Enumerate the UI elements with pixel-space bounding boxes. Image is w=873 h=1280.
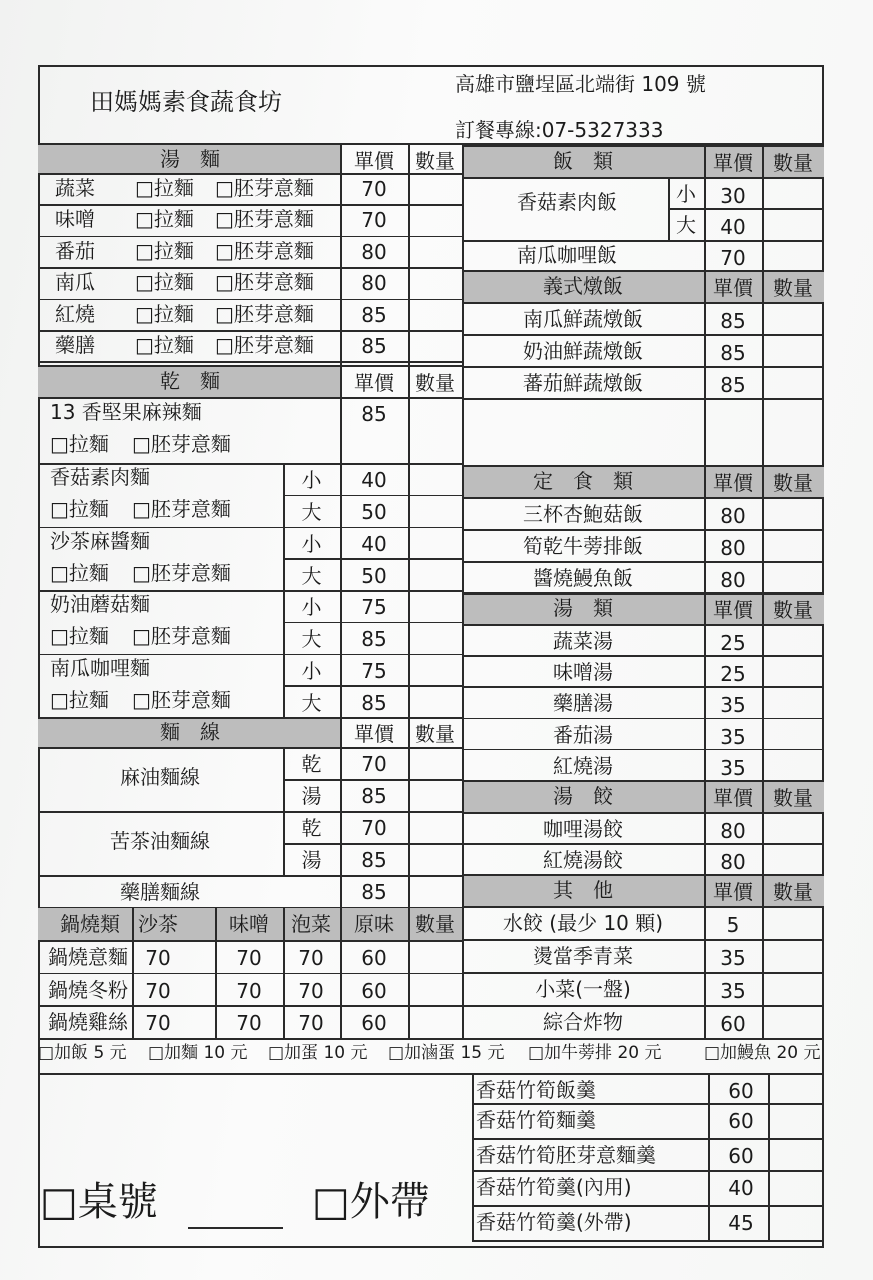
size-small-label: 小	[301, 468, 322, 492]
other-name: 水餃 (最少 10 顆)	[502, 911, 664, 935]
size-small-label: 小	[301, 531, 322, 556]
grid-line	[38, 173, 462, 175]
vermicelli-name: 苦茶油麵線	[110, 829, 210, 853]
grid-line	[768, 1073, 770, 1240]
dry-noodle-name: 南瓜咖哩麵	[50, 655, 150, 680]
hotpot-price: 70	[298, 946, 324, 970]
size-small-label: 小	[301, 658, 322, 683]
grid-line	[668, 208, 824, 210]
price-dry: 70	[361, 816, 387, 840]
size-large-label: 大	[676, 213, 696, 237]
table-number-checkbox: □桌號	[40, 1179, 158, 1225]
addon-checkbox: □加蛋 10 元	[268, 1043, 368, 1063]
set-meal-price: 80	[720, 568, 746, 592]
hotpot-price: 60	[361, 946, 387, 970]
grid-line	[408, 907, 410, 1038]
price-label: 單價	[713, 471, 753, 495]
grid-line	[462, 143, 464, 1038]
soup-label: 湯	[301, 848, 322, 872]
grid-line	[38, 940, 462, 942]
other-price: 60	[720, 1012, 746, 1036]
order-phone: 訂餐專線:07-5327333	[455, 118, 664, 142]
soup-noodle-name: 藥膳	[55, 333, 95, 357]
price-large: 50	[361, 500, 387, 524]
germ-pasta-checkbox: □胚芽意麵	[215, 207, 314, 232]
grid-line	[462, 939, 824, 941]
grid-line	[38, 1073, 824, 1075]
qty-label: 數量	[773, 880, 813, 904]
hotpot-price: 60	[361, 978, 387, 1003]
set-meal-price: 80	[720, 504, 746, 528]
soup-noodle-name: 味噌	[55, 207, 95, 232]
grid-line	[708, 1073, 710, 1240]
germ-pasta-checkbox: □胚芽意麵	[132, 560, 231, 585]
shop-name: 田媽媽素食蔬食坊	[90, 88, 282, 116]
qty-label: 數量	[773, 786, 813, 810]
grid-line	[462, 270, 824, 272]
germ-pasta-checkbox: □胚芽意麵	[132, 432, 231, 456]
thick-soup-price: 60	[728, 1109, 754, 1133]
hotpot-price: 70	[145, 978, 171, 1003]
soup-noodle-price: 85	[361, 302, 387, 327]
soup-noodle-name: 蔬菜	[55, 176, 95, 200]
grid-line	[283, 495, 462, 497]
qty-label: 數量	[773, 276, 813, 300]
grid-line	[462, 302, 824, 304]
price-small: 75	[361, 595, 387, 619]
soup-noodle-price: 80	[361, 239, 387, 264]
soup-price: 35	[720, 755, 746, 780]
soup-noodle-name: 南瓜	[55, 270, 95, 295]
grid-line	[38, 654, 462, 656]
price-large: 50	[361, 563, 387, 588]
grid-line	[462, 1005, 824, 1007]
ramen-checkbox: □拉麵	[135, 207, 194, 232]
price-small: 40	[361, 468, 387, 492]
grid-line	[462, 592, 824, 594]
dry-noodles-title: 乾 麵	[160, 369, 220, 393]
grid-line	[38, 365, 462, 367]
hotpot-price: 70	[298, 978, 324, 1003]
grid-line	[472, 1138, 824, 1140]
qty-label: 數量	[773, 598, 813, 622]
price-dry: 70	[361, 752, 387, 776]
hotpot-flavor-header: 沙茶	[138, 912, 178, 936]
soup-noodle-price: 70	[361, 208, 387, 233]
thick-soup-price: 45	[728, 1211, 754, 1235]
grid-line	[408, 143, 410, 365]
grid-line	[340, 907, 342, 1038]
qty-label: 數量	[415, 722, 455, 746]
soup-name: 蔬菜湯	[553, 629, 613, 653]
hotpot-flavor-header: 泡菜	[291, 912, 331, 936]
grid-line	[462, 497, 824, 499]
grid-line	[462, 812, 824, 814]
rice-title: 飯 類	[553, 149, 613, 173]
soup-price: 25	[720, 631, 746, 655]
size-small-label: 小	[301, 595, 322, 619]
risotto-title: 義式燉飯	[543, 274, 623, 298]
grid-line	[38, 717, 462, 719]
grid-line	[283, 843, 462, 845]
grid-line	[283, 779, 462, 781]
soup-noodle-name: 紅燒	[55, 301, 95, 326]
price-small: 75	[361, 658, 387, 683]
qty-label: 數量	[773, 471, 813, 495]
grid-line	[340, 143, 342, 365]
ramen-checkbox: □拉麵	[135, 333, 194, 357]
germ-pasta-checkbox: □胚芽意麵	[215, 333, 314, 357]
germ-pasta-checkbox: □胚芽意麵	[132, 624, 231, 648]
price-label: 單價	[713, 151, 753, 175]
price-small: 40	[361, 531, 387, 556]
size-large-label: 大	[301, 627, 322, 651]
price-large: 85	[361, 690, 387, 715]
grid-line	[38, 875, 462, 877]
ramen-checkbox: □拉麵	[50, 497, 109, 521]
price-soup: 85	[361, 784, 387, 808]
grid-line	[462, 334, 824, 336]
grid-line	[188, 1227, 283, 1229]
set-meal-name: 醬燒鰻魚飯	[533, 566, 633, 590]
germ-pasta-checkbox: □胚芽意麵	[132, 687, 231, 712]
germ-pasta-checkbox: □胚芽意麵	[215, 270, 314, 295]
ramen-checkbox: □拉麵	[50, 687, 109, 712]
grid-line	[704, 145, 706, 1038]
soups-title: 湯 類	[553, 596, 613, 620]
price-label: 單價	[354, 371, 394, 395]
grid-line	[472, 1103, 824, 1105]
rice-name: 南瓜咖哩飯	[517, 243, 617, 267]
addon-checkbox: □加滷蛋 15 元	[388, 1043, 505, 1063]
thick-soup-name: 香菇竹筍羹(外帶)	[476, 1210, 632, 1234]
other-name: 燙當季青菜	[533, 944, 633, 968]
set-meal-price: 80	[720, 536, 746, 560]
other-price: 5	[726, 913, 740, 937]
grid-line	[38, 747, 462, 749]
thick-soup-price: 40	[728, 1176, 754, 1200]
grid-line	[462, 177, 824, 179]
grid-line	[38, 811, 462, 813]
hotpot-price: 70	[236, 1011, 262, 1036]
soup-price: 35	[720, 693, 746, 718]
grid-line	[462, 906, 824, 908]
germ-pasta-checkbox: □胚芽意麵	[215, 238, 314, 263]
hotpot-flavor-header: 味噌	[229, 912, 269, 936]
dry-label: 乾	[301, 816, 322, 840]
rice-price-small: 30	[720, 184, 746, 208]
soup-noodle-price: 70	[361, 177, 387, 201]
other-name: 綜合炸物	[543, 1010, 623, 1034]
grid-line	[472, 1240, 824, 1242]
ramen-checkbox: □拉麵	[50, 432, 109, 456]
grid-line	[472, 1205, 824, 1207]
dumpling-name: 紅燒湯餃	[543, 848, 623, 872]
grid-line	[283, 747, 285, 875]
others-title: 其 他	[553, 878, 613, 902]
takeout-checkbox: □外帶	[312, 1179, 430, 1225]
ramen-checkbox: □拉麵	[50, 560, 109, 585]
price-large: 85	[361, 627, 387, 651]
soup-noodle-price: 80	[361, 271, 387, 296]
set-meal-name: 三杯杏鮑菇飯	[523, 502, 643, 526]
grid-line	[38, 1005, 462, 1007]
grid-line	[462, 398, 824, 400]
price-label: 單價	[354, 722, 394, 746]
grid-line	[38, 299, 462, 301]
qty-label: 數量	[773, 151, 813, 175]
grid-line	[462, 624, 824, 626]
thick-soup-name: 香菇竹筍胚芽意麵羹	[476, 1143, 656, 1167]
grid-line	[132, 907, 134, 1038]
germ-pasta-checkbox: □胚芽意麵	[215, 176, 314, 200]
price-label: 單價	[713, 786, 753, 810]
dumpling-price: 80	[720, 819, 746, 843]
grid-line	[38, 527, 462, 529]
soup-name: 紅燒湯	[553, 753, 613, 778]
thick-soup-name: 香菇竹筍麵羹	[476, 1108, 596, 1132]
vermicelli-title: 麵 線	[160, 720, 220, 744]
germ-pasta-checkbox: □胚芽意麵	[215, 301, 314, 326]
grid-line	[38, 236, 462, 238]
soup-noodle-name: 番茄	[55, 238, 95, 263]
dumpling-name: 咖哩湯餃	[543, 817, 623, 841]
set-meal-name: 筍乾牛蒡排飯	[523, 534, 643, 558]
price-label: 單價	[713, 880, 753, 904]
hotpot-name: 鍋燒雞絲	[48, 1010, 128, 1035]
hotpot-price: 70	[236, 978, 262, 1003]
grid-line	[283, 907, 285, 1038]
rice-name: 香菇素肉飯	[517, 190, 617, 214]
other-price: 35	[720, 979, 746, 1003]
ramen-checkbox: □拉麵	[50, 624, 109, 648]
grid-line	[472, 1170, 824, 1172]
grid-line	[38, 204, 462, 206]
thick-soup-price: 60	[728, 1144, 754, 1168]
hotpot-price: 70	[236, 946, 262, 970]
soup-name: 藥膳湯	[553, 691, 613, 716]
size-large-label: 大	[301, 690, 322, 715]
grid-line	[472, 1073, 474, 1240]
soup-noodles-title: 湯 麵	[160, 147, 220, 171]
vermicelli-name: 麻油麵線	[120, 765, 200, 789]
grid-line	[462, 718, 824, 720]
set-meals-title: 定 食 類	[533, 469, 633, 493]
grid-line	[38, 1038, 824, 1040]
ramen-checkbox: □拉麵	[135, 176, 194, 200]
soup-noodle-price: 85	[361, 334, 387, 358]
dry-noodle-name: 香菇素肉麵	[50, 465, 150, 489]
other-name: 小菜(一盤)	[535, 977, 631, 1001]
dumpling-price: 80	[720, 850, 746, 874]
grid-line	[462, 972, 824, 974]
grid-line	[462, 780, 824, 782]
addon-checkbox: □加牛蒡排 20 元	[528, 1043, 662, 1063]
ramen-checkbox: □拉麵	[135, 270, 194, 295]
grid-line	[283, 685, 462, 687]
ramen-checkbox: □拉麵	[135, 238, 194, 263]
soup-price: 35	[720, 724, 746, 749]
soup-price: 25	[720, 662, 746, 687]
thick-soup-price: 60	[728, 1079, 754, 1103]
soup-name: 番茄湯	[553, 722, 613, 747]
grid-line	[462, 874, 824, 876]
grid-line	[762, 145, 764, 1038]
other-price: 35	[720, 946, 746, 970]
vermicelli-price: 85	[361, 880, 387, 904]
rice-price-large: 40	[720, 215, 746, 239]
grid-line	[38, 267, 462, 269]
thick-soup-name: 香菇竹筍羹(內用)	[476, 1175, 632, 1199]
grid-line	[215, 907, 217, 1038]
dry-noodle-price: 85	[361, 402, 387, 426]
addon-checkbox: □加飯 5 元	[38, 1043, 127, 1063]
hotpot-name: 鍋燒意麵	[48, 945, 128, 969]
ramen-checkbox: □拉麵	[135, 301, 194, 326]
germ-pasta-checkbox: □胚芽意麵	[132, 497, 231, 521]
size-small-label: 小	[676, 182, 696, 206]
soup-label: 湯	[301, 784, 322, 808]
dry-label: 乾	[301, 752, 322, 776]
dumplings-title: 湯 餃	[553, 784, 613, 808]
risotto-name: 蕃茄鮮蔬燉飯	[523, 371, 643, 395]
grid-line	[462, 561, 824, 563]
vermicelli-name: 藥膳麵線	[120, 880, 200, 904]
price-label: 單價	[713, 276, 753, 300]
grid-line	[462, 843, 824, 845]
grid-line	[408, 365, 410, 907]
hotpot-name: 鍋燒冬粉	[48, 977, 128, 1002]
qty-label: 數量	[415, 149, 455, 173]
soup-name: 味噌湯	[553, 660, 613, 685]
addon-checkbox: □加麵 10 元	[148, 1043, 248, 1063]
dry-noodle-name: 13 香堅果麻辣麵	[50, 400, 202, 424]
risotto-name: 南瓜鮮蔬燉飯	[523, 307, 643, 331]
hotpot-price: 60	[361, 1011, 387, 1036]
grid-line	[38, 973, 462, 975]
dry-noodle-name: 奶油蘑菇麵	[50, 592, 150, 616]
hotpot-price: 70	[145, 946, 171, 970]
grid-line	[462, 145, 824, 147]
rice-price: 70	[720, 246, 746, 270]
grid-line	[283, 463, 285, 717]
risotto-name: 奶油鮮蔬燉飯	[523, 339, 643, 363]
shop-address: 高雄市鹽埕區北端街 109 號	[455, 72, 706, 96]
risotto-price: 85	[720, 341, 746, 365]
grid-line	[462, 366, 824, 368]
addon-checkbox: □加鰻魚 20 元	[704, 1043, 821, 1063]
grid-line	[38, 397, 462, 399]
hotpot-price: 70	[298, 1011, 324, 1036]
price-soup: 85	[361, 848, 387, 872]
hotpot-title: 鍋燒類	[60, 912, 120, 936]
grid-line	[462, 240, 824, 242]
price-label: 單價	[354, 149, 394, 173]
grid-line	[462, 749, 824, 751]
dry-noodle-name: 沙茶麻醬麵	[50, 528, 150, 553]
qty-label: 數量	[415, 371, 455, 395]
size-large-label: 大	[301, 500, 322, 524]
qty-label: 數量	[415, 912, 455, 936]
grid-line	[340, 365, 342, 907]
hotpot-price: 70	[145, 1011, 171, 1036]
risotto-price: 85	[720, 373, 746, 397]
grid-line	[462, 465, 824, 467]
grid-line	[283, 622, 462, 624]
size-large-label: 大	[301, 563, 322, 588]
grid-line	[462, 529, 824, 531]
price-label: 單價	[713, 598, 753, 622]
thick-soup-name: 香菇竹筍飯羹	[476, 1078, 596, 1102]
grid-line	[462, 655, 824, 657]
grid-line	[462, 686, 824, 688]
grid-line	[38, 330, 462, 332]
grid-line	[283, 558, 462, 560]
grid-line	[38, 361, 462, 363]
grid-line	[668, 177, 670, 240]
risotto-price: 85	[720, 309, 746, 333]
hotpot-flavor-header: 原味	[354, 912, 394, 936]
